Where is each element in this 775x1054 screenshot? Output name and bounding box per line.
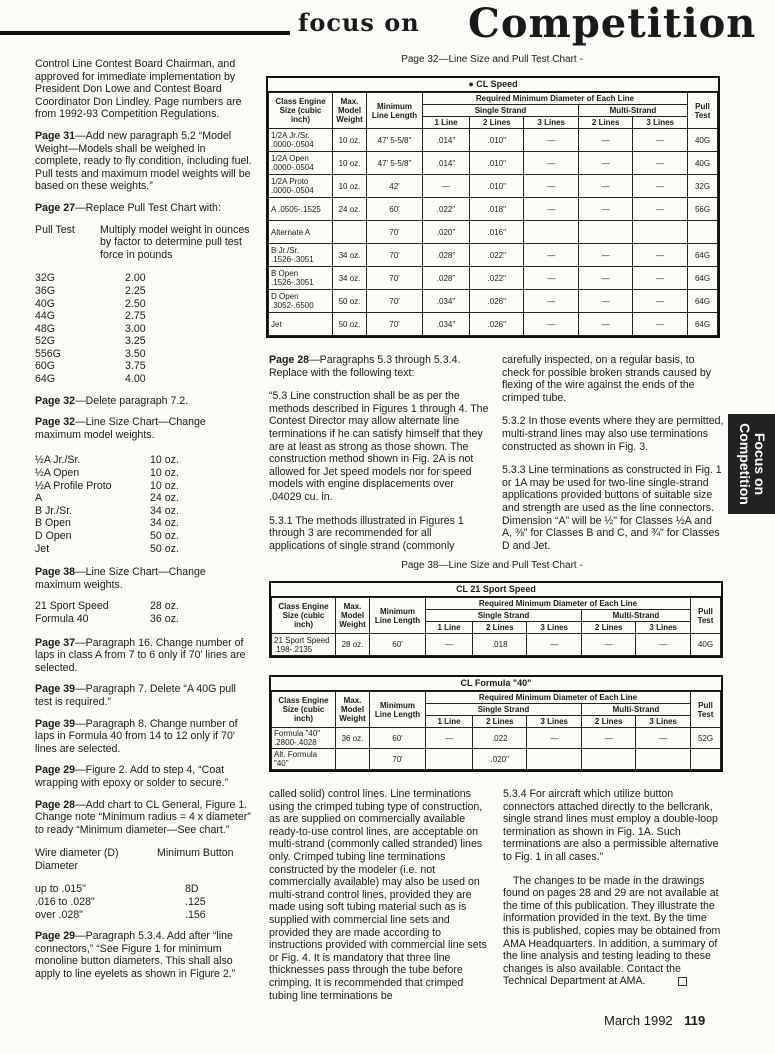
table-cell: — [636,728,691,749]
table-cell: 70' [367,313,423,336]
c38b-h-req: Required Minimum Diameter of Each Line [426,692,691,704]
page37-paragraph: Page 37—Paragraph 16. Change number of laps in class A from 7 to 6 only if 70' lines are selected. [35,636,246,674]
table-cell: — [633,175,688,198]
side-tab-line2: Competition [736,423,753,505]
table-cell: .018" [470,198,524,221]
page28a-paragraph: Page 28—Add chart to CL General, Figure 1. Change note “Minimum radius = 4 x diameter” to ready “Minimum diameter—See chart.” [35,798,251,836]
page39a-paragraph: Page 39—Paragraph 7. Delete “A 40G pull test is required.” [35,683,236,708]
solid-lines-cont: called solid) control lines. Line terminations using the crimped tubing type of construction, as are supplied on commercially available ready-to-use control lines, are acceptable on multi-strand (commonly called stranded) lines only. Crimped tubing line terminations constructed by the modeler (i.e. not commercially available) may also be used on multi-strand control lines, provided they are made using soft tubing material such as is supplied with commercial line sets and provided they are made according to instructions provided with commercial line sets or Fig. 4. It is mandatory that three line thicknesses pass through the tube before crimping. It is recommended that crimped tubing line terminations be [269,788,487,1002]
chart38-formula-subhead: 2 Lines [473,716,527,728]
table-cell: 70' [367,221,423,244]
chart32-caption: Page 32—Line Size and Pull Test Chart - [401,54,583,65]
multiply-heading: Multiply model weight in ounces by factor to determine pull test force in pounds [100,223,250,261]
table-cell: 64G [688,267,718,290]
chart32-h-pull: Pull Test [688,93,718,129]
chart32-h-req: Required Minimum Diameter of Each Line [423,93,688,105]
table-cell: — [578,313,632,336]
pull-test-row [35,335,253,348]
table-cell: 40G [691,634,721,656]
pull-test-row-label: 32G [35,272,56,285]
weight-row-value: 10 oz. [150,467,179,480]
pull-test-row-value: 3.50 [125,347,146,360]
pull-test-row [35,298,253,311]
pull-test-row-value: 2.50 [125,297,146,310]
table-cell: — [426,728,473,749]
table-cell: .014" [423,152,470,175]
table-cell: 10 oz. [333,152,367,175]
pull-test-row [35,272,253,285]
left-column [35,58,253,981]
table-cell: — [527,728,581,749]
pull-test-header [35,224,253,262]
c38a-h-req: Required Minimum Diameter of Each Line [426,598,691,610]
table-row [269,244,718,267]
weight-row-value: 10 oz. [150,454,179,467]
c38a-h-pull: Pull Test [691,598,721,634]
pull-test-row-value: 3.25 [125,335,146,348]
table-cell: 60' [370,634,426,656]
table-cell: — [633,152,688,175]
table-cell: — [524,129,578,152]
table-cell: 64G [688,313,718,336]
weight-row-label: D Open [35,530,72,542]
middle-left-text [269,354,489,552]
table-cell: 70' [367,244,423,267]
wire-row-label: over .028" [35,908,83,921]
chart38-formula-subhead: 1 Line [426,716,473,728]
table-cell: — [636,634,691,656]
pull-test-heading: Pull Test [35,223,75,236]
table-cell: 1/2A Proto .0000-.0504 [269,175,333,198]
table-cell: Formula "40" .2800-.4028 [272,728,336,749]
chart38-formula-section: CL Formula "40" [271,677,721,691]
table-row [272,749,721,770]
table-cell [524,221,578,244]
weight-row [35,454,253,467]
table-cell: — [524,152,578,175]
wire-row [35,909,253,922]
table-cell: .014" [423,129,470,152]
intro-text: Control Line Contest Board Chairman, and approved for immediate implementation by President Don Lowe and Contest Board Coordinator Don Lindley. Page numbers are from 1992-93 Competition Regulations. [35,58,242,121]
pull-test-row-label: 48G [35,322,56,335]
c38b-h-pull: Pull Test [691,692,721,728]
weight-row [35,517,253,530]
weight-row-label: B Open [35,517,71,530]
table-cell: — [578,175,632,198]
changes-paragraph: The changes to be made in the drawings found on pages 28 and 29 are not available at the time of this publication. They illustrate the information provided in the text. By the time this is published, copies may be obtained from AMA Headquarters. In addition, a summary of the line analysis and testing leading to these changes is also available. Contact the Technical Department at AMA. [503,874,721,988]
footer [604,1013,705,1028]
header-focus-on: focus on [298,8,420,37]
chart38-formula [269,675,723,772]
table-cell [578,221,632,244]
wire-diameter-heading: Wire diameter (D) Diameter [35,847,119,872]
pull-test-row-value: 2.75 [125,310,146,323]
weight-row [35,505,253,518]
table-cell: 10 oz. [333,129,367,152]
para-5-3-3: 5.3.3 Line terminations as constructed in Fig. 1 or 1A may be used for two-line single-strand applications provided buttons of suitable size and strength are used as the line connectors. Dimension “A” will be ½" for Classes ½A and A, ⅜" for Classes B and C, and ¾" for Classes D and Jet. [502,464,722,552]
table-cell: 60' [370,728,426,749]
pull-test-row-value: 4.00 [125,373,146,386]
table-cell [581,749,635,770]
table-cell: D Open .3052-.6500 [269,290,333,313]
table-cell: 52G [691,728,721,749]
table-cell: 21 Sport Speed .198-.2135 [272,634,336,656]
table-cell: .022" [423,198,470,221]
chart32-section: ● CL Speed [268,78,718,92]
table-cell: 60' [367,198,423,221]
bottom-mid-text [269,788,487,1002]
side-tab-line1: Focus on [751,432,768,496]
table-cell: .020" [473,749,527,770]
table-cell: — [578,290,632,313]
table-cell: — [578,267,632,290]
weight-row-label: B Jr./Sr. [35,504,73,517]
c38a-h-class: Class Engine Size (cubic inch) [272,598,336,634]
chart38-caption: Page 38—Line Size and Pull Test Chart - [401,560,583,571]
table-cell [691,749,721,770]
chart32-h-single: Single Strand [423,105,579,117]
table-cell: — [581,634,635,656]
chart32-h-class: Class Engine Size (cubic inch) [269,93,333,129]
table-cell: — [578,244,632,267]
chart32-subhead: 3 Lines [524,117,578,129]
weight-row-label: ½A Jr./Sr. [35,454,81,467]
table-row [269,175,718,198]
c38b-h-weight: Max. Model Weight [336,692,370,728]
header-competition: Competition [468,0,757,47]
table-cell: 34 oz. [333,244,367,267]
table-cell: .022" [470,244,524,267]
chart32-table [268,92,718,336]
table-row [269,267,718,290]
table-cell: — [578,152,632,175]
pull-test-row-label: 556G [35,347,61,360]
chart32-subhead: 3 Lines [633,117,688,129]
chart38-formula-subhead: 2 Lines [581,716,635,728]
weight-row [35,492,253,505]
weight-row-value: 50 oz. [150,542,179,555]
table-cell: B Jr./Sr. .1526-.3051 [269,244,333,267]
table-row [269,198,718,221]
table-cell: 70' [367,290,423,313]
table-cell: 28 oz. [336,634,370,656]
pull-test-row-label: 44G [35,310,56,323]
weight-row-value: 10 oz. [150,479,179,492]
weight-row-value: 50 oz. [150,530,179,542]
pull-test-row [35,373,253,386]
table-cell: 32G [688,175,718,198]
table-cell: 50 oz. [333,313,367,336]
min-button-heading: Minimum Button [157,847,234,860]
header-rule [0,31,290,35]
chart38-sport-section: CL 21 Sport Speed [271,583,721,597]
weight38-list [35,600,253,625]
table-cell: — [633,129,688,152]
c38a-h-length: Minimum Line Length [370,598,426,634]
table-cell: 64G [688,244,718,267]
weight-row-label: Jet [35,542,50,555]
weight38-row-label: 21 Sport Speed [35,600,109,613]
table-cell [688,221,718,244]
weight38-row [35,613,253,626]
weight38-row-label: Formula 40 [35,612,89,625]
table-row [269,129,718,152]
weight-row-label: A [35,492,43,505]
page28b-paragraph: Page 28—Paragraphs 5.3 through 5.3.4. Replace with the following text: [269,354,461,379]
pull-test-row-label: 52G [35,335,56,348]
wire-list [35,883,253,921]
side-tab [728,414,775,514]
table-cell: 24 oz. [333,198,367,221]
table-cell: 1/2A Jr./Sr. .0000-.0504 [269,129,333,152]
table-cell: 40G [688,152,718,175]
bottom-right-text [503,788,725,988]
table-cell: — [524,244,578,267]
wire-row [35,883,253,896]
chart32-subhead: 1 Line [423,117,470,129]
table-cell: Alt. Formula "40" [272,749,336,770]
para-5-3-2: 5.3.2 In those events where they are permitted, multi-strand lines may also use terminations constructed as shown in Fig. 3. [502,415,724,453]
pull-test-row [35,360,253,373]
c38b-h-length: Minimum Line Length [370,692,426,728]
table-cell: B Open .1526-.3051 [269,267,333,290]
chart38-sport-subhead: 2 Lines [581,622,635,634]
table-cell: .026" [470,290,524,313]
pull-test-row-label: 60G [35,360,56,373]
page38-paragraph: Page 38—Line Size Chart—Change maximum weights. [35,566,206,591]
table-row [269,221,718,244]
weight-row [35,530,253,543]
table-cell [333,221,367,244]
pull-test-row-value: 2.25 [125,284,146,297]
page32-weights-paragraph: Page 32—Line Size Chart—Change maximum model weights. [35,416,206,441]
table-cell: .028" [423,267,470,290]
table-cell: .010" [470,129,524,152]
c38b-h-class: Class Engine Size (cubic inch) [272,692,336,728]
table-cell [636,749,691,770]
table-cell: — [524,313,578,336]
table-cell: Jet [269,313,333,336]
weight-row-label: ½A Open [35,467,80,480]
wire-row [35,896,253,909]
para-5-3-4: 5.3.4 For aircraft which utilize button connectors attached directly to the bellcrank, single strand lines must employ a double-loop termination as shown in Fig. 1A. Such terminations are also a permissible alternative to Fig. 1 in all cases.” [503,788,719,863]
pull-test-list [35,272,253,385]
table-cell: .010" [470,175,524,198]
page31-paragraph: Page 31—Add new paragraph 5.2 “Model Weight—Models shall be weighed in complete, ready to fly condition, including fuel. Pull tests and maximum model weights will be based on these weights.” [35,129,252,193]
table-cell: .022 [473,728,527,749]
chart38-formula-subhead: 3 Lines [636,716,691,728]
pull-test-row [35,285,253,298]
weight-row-value: 34 oz. [150,504,179,517]
table-cell: .034" [423,313,470,336]
chart38-formula-table [271,691,721,770]
crimped-tube-cont: carefully inspected, on a regular basis, to check for possible broken strands caused by flexing of the wire against the ends of the crimped tube. [502,354,712,404]
chart38-sport-subhead: 2 Lines [473,622,527,634]
table-cell: — [524,290,578,313]
pull-test-row-label: 40G [35,297,56,310]
table-cell: — [524,175,578,198]
page29b-paragraph: Page 29—Paragraph 5.3.4. Add after “line connectors,” “See Figure 1 for minimum monoline button diameters. This shall also apply to line eyelets as shown in Figure 2.” [35,930,236,981]
pull-test-row-value: 3.00 [125,322,146,335]
table-cell: Alternate A [269,221,333,244]
weight-row-value: 34 oz. [150,517,179,530]
table-cell: — [633,313,688,336]
table-cell: .016" [470,221,524,244]
wire-row-value: .156 [185,908,206,921]
table-cell: — [578,198,632,221]
chart38-sport-subhead: 1 Line [426,622,473,634]
table-cell: 70' [367,267,423,290]
page27-paragraph: Page 27—Replace Pull Test Chart with: [35,201,221,214]
table-cell: .018 [473,634,527,656]
table-cell: — [633,267,688,290]
table-cell: — [578,129,632,152]
wire-row-value: .125 [185,896,206,909]
chart32-h-weight: Max. Model Weight [333,93,367,129]
table-cell: .022" [470,267,524,290]
weight-list [35,454,253,555]
table-row [272,728,721,749]
table-cell: .020" [423,221,470,244]
chart32-h-length: Minimum Line Length [367,93,423,129]
table-cell: 1/2A Open .0000-.0504 [269,152,333,175]
table-cell: — [633,290,688,313]
pull-test-row [35,323,253,336]
para-5-3: “5.3 Line construction shall be as per the methods described in Figures 1 through 4. The Contest Director may allow alternate line terminations if he can satisfy himself that they are at least as strong as those shown. The construction method shown in Fig. 2A is not allowed for Jet speed models nor for speed models with engine displacements over .04029 cu. in. [269,390,489,503]
table-cell: 36 oz. [336,728,370,749]
table-cell [527,749,581,770]
pull-test-row-label: 36G [35,284,56,297]
table-cell: — [426,634,473,656]
table-cell: 47' 5-5/8" [367,129,423,152]
page-number: 119 [684,1013,706,1028]
table-cell: 42' [367,175,423,198]
pull-test-row [35,310,253,323]
table-cell: .010" [470,152,524,175]
pull-test-row-label: 64G [35,373,56,386]
table-cell: .026" [470,313,524,336]
table-cell: 70' [370,749,426,770]
table-cell: .034" [423,290,470,313]
c38a-h-multi: Multi-Strand [581,610,690,622]
table-row [272,634,721,656]
table-cell [633,221,688,244]
chart32-h-multi: Multi-Strand [578,105,687,117]
table-cell: — [633,198,688,221]
table-row [269,290,718,313]
middle-right-text [502,354,724,552]
chart38-sport-table [271,597,721,656]
chart32-subhead: 2 Lines [578,117,632,129]
pull-test-row-value: 3.75 [125,360,146,373]
weight-row-label: ½A Profile Proto [35,479,112,492]
table-cell: 64G [688,290,718,313]
page39b-paragraph: Page 39—Paragraph 8. Change number of laps in Formula 40 from 14 to 12 only if 70' lines are selected. [35,717,238,755]
table-cell: — [524,267,578,290]
table-cell: 50 oz. [333,290,367,313]
page32-delete-paragraph: Page 32—Delete paragraph 7.2. [35,394,189,407]
table-cell [426,749,473,770]
c38a-h-single: Single Strand [426,610,582,622]
table-cell: A .0505-.1525 [269,198,333,221]
table-cell: — [581,728,635,749]
chart38-sport [269,581,723,658]
chart38-sport-subhead: 3 Lines [527,622,581,634]
table-cell: 40G [688,129,718,152]
wire-row-label: .016 to .028" [35,896,95,909]
para-5-3-1: 5.3.1 The methods illustrated in Figures 1 through 3 are recommended for all applications of single strand (commonly [269,514,464,552]
table-cell: 34 oz. [333,267,367,290]
weight-row [35,543,253,556]
table-cell [336,749,370,770]
table-cell: — [524,198,578,221]
table-cell: — [527,634,581,656]
weight38-row-value: 28 oz. [150,600,179,613]
end-mark-icon [678,977,687,986]
pull-test-row-value: 2.00 [125,272,146,285]
weight-row [35,480,253,493]
table-row [269,313,718,336]
table-cell: 47' 5-5/8" [367,152,423,175]
c38a-h-weight: Max. Model Weight [336,598,370,634]
table-cell: 56G [688,198,718,221]
chart38-sport-subhead: 3 Lines [636,622,691,634]
chart38-formula-subhead: 3 Lines [527,716,581,728]
page29a-paragraph: Page 29—Figure 2. Add to step 4, “Coat wrapping with epoxy or solder to secure.” [35,764,229,789]
weight38-row-value: 36 oz. [150,612,179,625]
table-cell: 10 oz. [333,175,367,198]
wire-row-value: 8D [185,883,199,896]
weight-row [35,467,253,480]
table-row [269,152,718,175]
table-cell: — [423,175,470,198]
chart32-subhead: 2 Lines [470,117,524,129]
wire-header [35,847,253,872]
chart32 [266,76,720,338]
weight38-row [35,600,253,613]
footer-date: March 1992 [604,1013,673,1028]
c38b-h-multi: Multi-Strand [581,704,690,716]
wire-row-label: up to .015" [35,883,86,896]
table-cell: — [633,244,688,267]
pull-test-row [35,348,253,361]
c38b-h-single: Single Strand [426,704,582,716]
weight-row-value: 24 oz. [150,492,179,505]
table-cell: .028" [423,244,470,267]
